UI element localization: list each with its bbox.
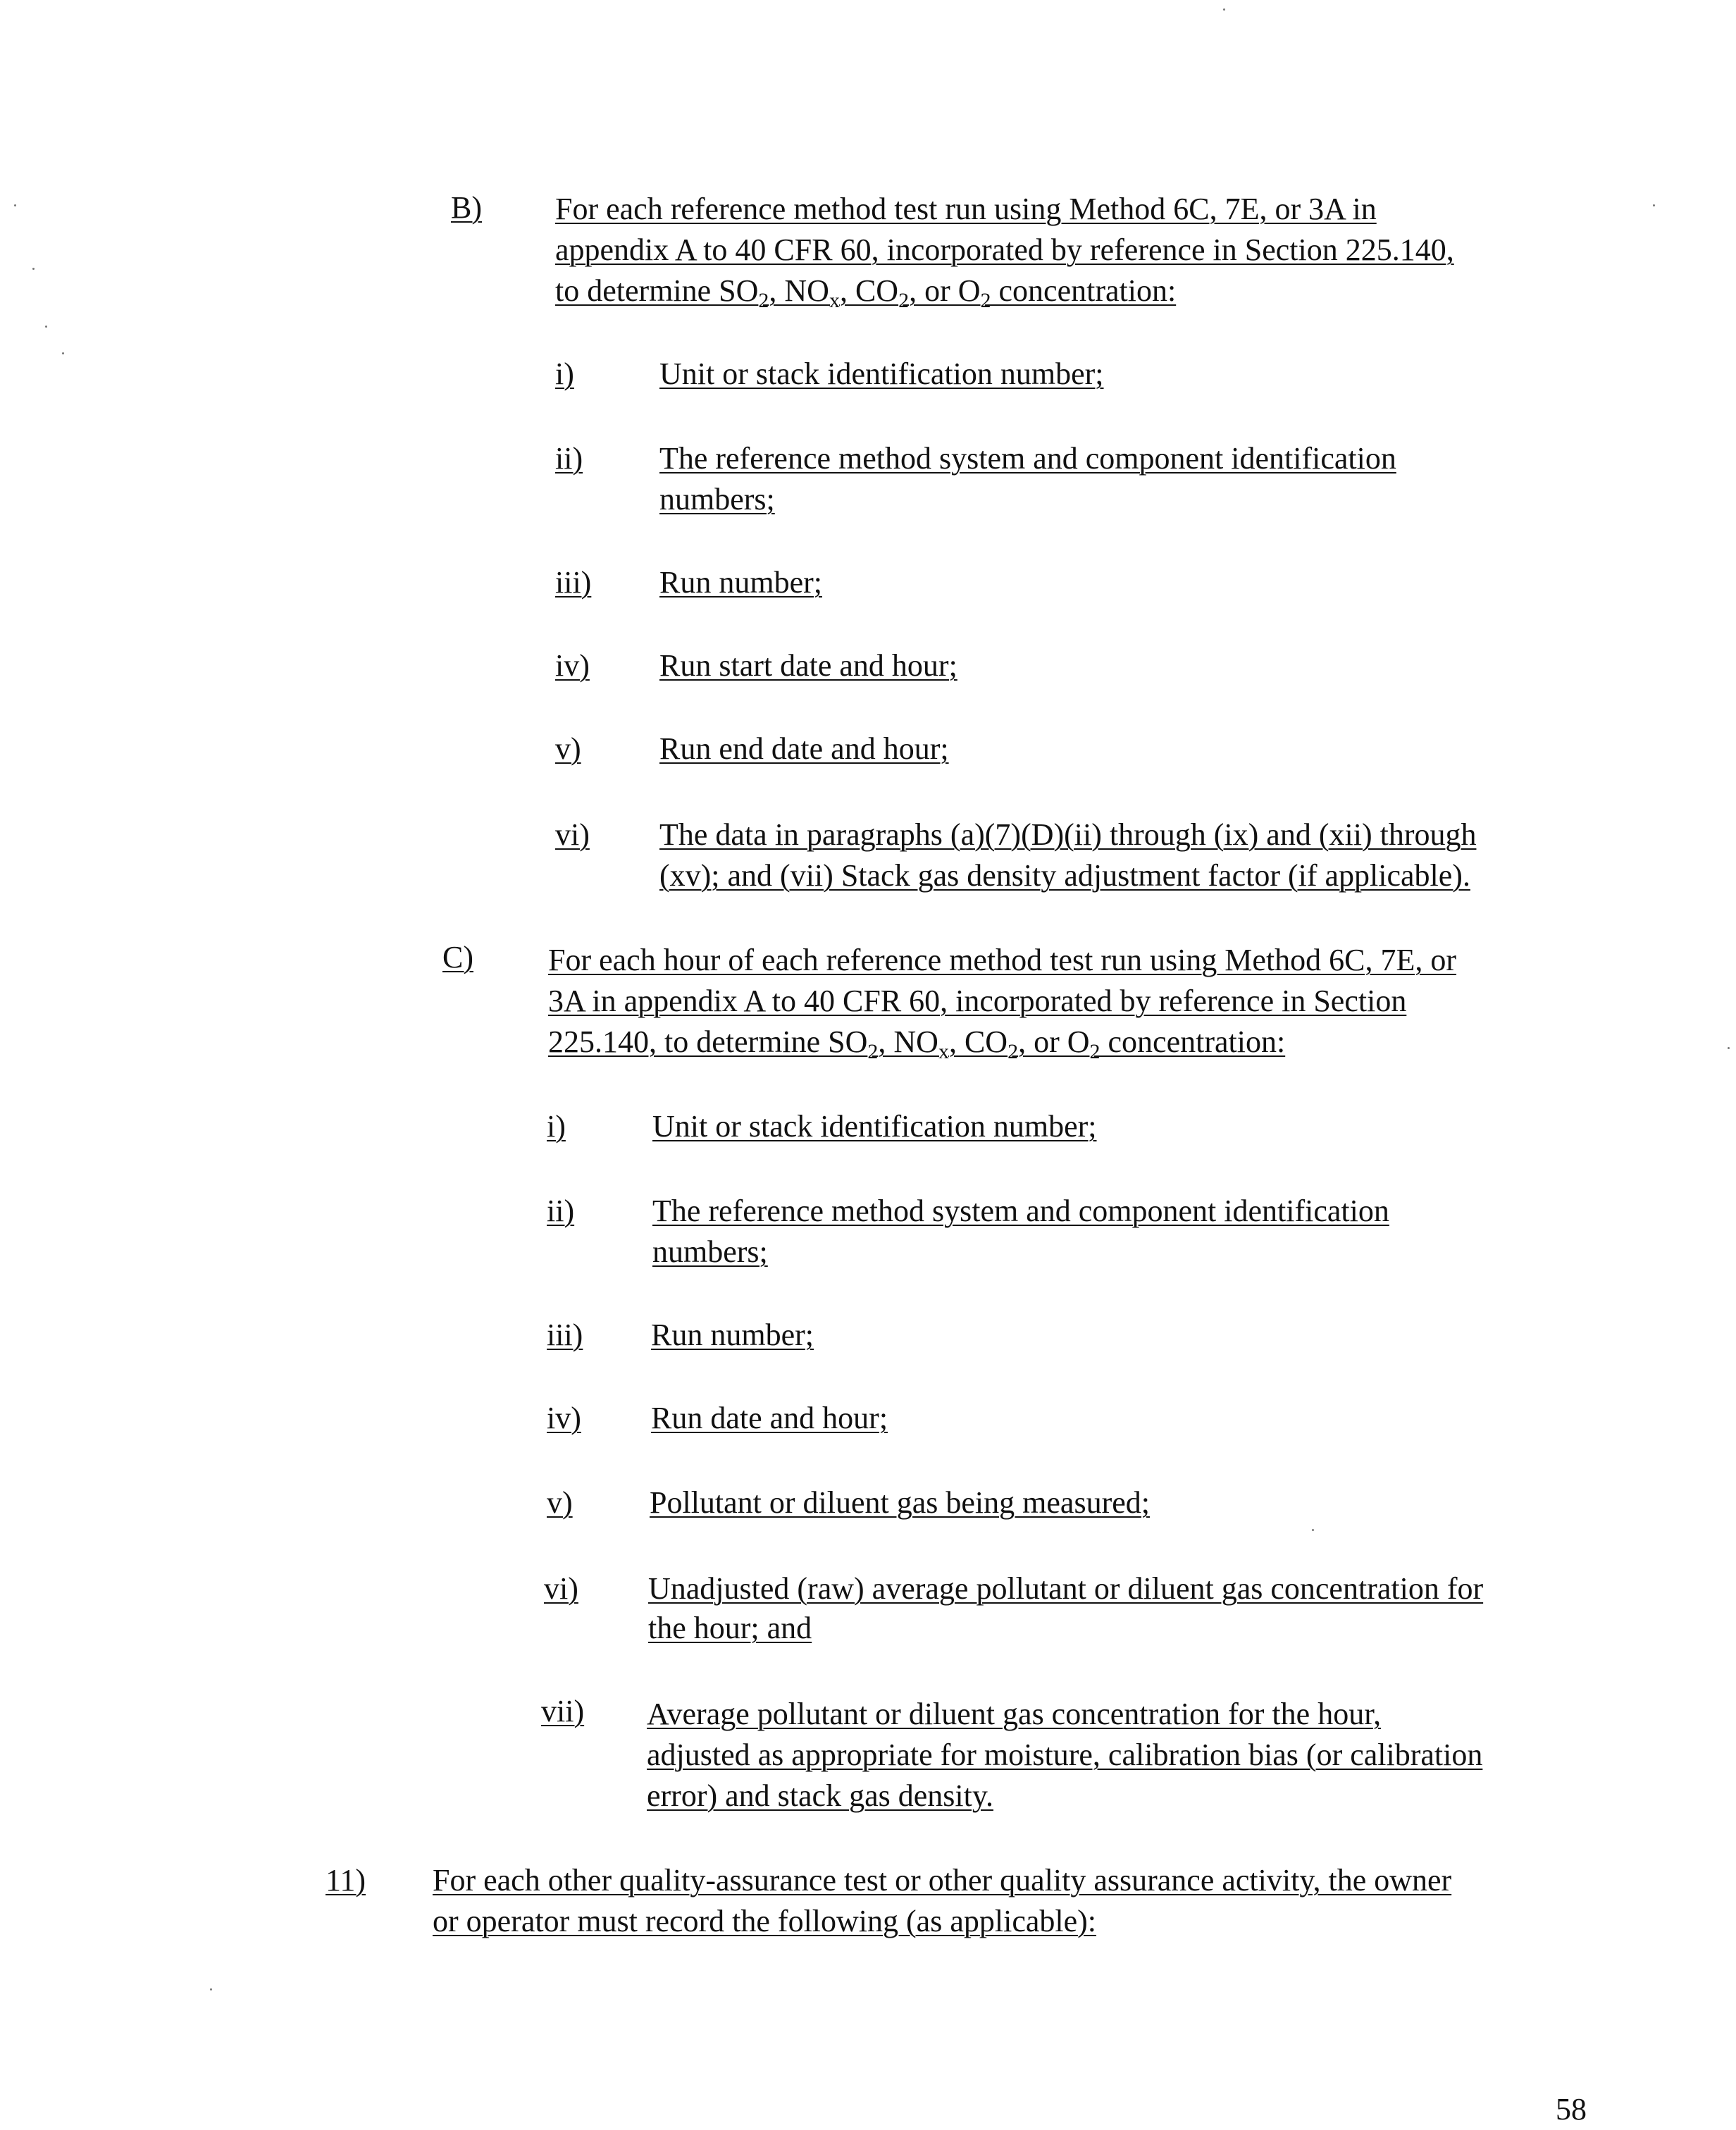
section-c-line-1: For each hour of each reference method test run using Method 6C, 7E, or (548, 943, 1457, 977)
section-c-item-text: Run number; (651, 1318, 814, 1352)
section-b-item-text: The reference method system and component identification (659, 441, 1396, 476)
section-c-item-label: ii) (547, 1194, 575, 1228)
scan-speck (14, 204, 16, 206)
section-b-item-text: Run start date and hour; (659, 648, 957, 683)
section-b-line-2: appendix A to 40 CFR 60, incorporated by reference in Section 225.140, (555, 233, 1454, 267)
section-c-item-label: i) (547, 1109, 566, 1144)
section-11-label: 11) (326, 1863, 366, 1897)
section-c-item-label: vi) (544, 1571, 578, 1606)
section-c-line-2: 3A in appendix A to 40 CFR 60, incorporated by reference in Section (548, 984, 1407, 1018)
section-c-label: C) (442, 940, 473, 974)
section-c-item-text: The reference method system and component identification (652, 1194, 1389, 1228)
section-c-item-text: adjusted as appropriate for moisture, calibration bias (or calibration (647, 1738, 1483, 1772)
section-c-item-text: error) and stack gas density. (647, 1778, 993, 1813)
section-b-item-label: vi) (555, 817, 590, 852)
section-b-item-label: ii) (555, 441, 583, 476)
section-b-line-1: For each reference method test run using Method 6C, 7E, or 3A in (555, 192, 1377, 226)
section-c-item-label: iii) (547, 1318, 583, 1352)
section-b-item-text: numbers; (659, 482, 775, 516)
section-b-item-text: Unit or stack identification number; (659, 357, 1104, 391)
scan-speck (32, 268, 35, 270)
section-c-item-text: numbers; (652, 1234, 768, 1269)
scan-speck (1653, 204, 1655, 206)
section-c-item-text: the hour; and (648, 1611, 812, 1645)
scan-speck (210, 1988, 212, 1990)
scan-speck (1312, 1529, 1314, 1531)
scan-speck (45, 326, 47, 328)
section-b-item-text: The data in paragraphs (a)(7)(D)(ii) through (ix) and (xii) through (659, 817, 1477, 852)
section-b-item-label: i) (555, 357, 574, 391)
section-b-line-3: to determine $SO_2$, $NO_x$, $CO_2$, or $O_2$ concentration: (555, 273, 1177, 312)
scan-speck (1223, 8, 1225, 11)
section-11-line-1: For each other quality-assurance test or other quality assurance activity, the owner (433, 1863, 1452, 1897)
scan-speck (1728, 1047, 1730, 1049)
page-number: 58 (1556, 2092, 1587, 2126)
section-b-item-text: Run end date and hour; (659, 731, 949, 766)
section-b-item-label: iii) (555, 565, 592, 600)
section-c-item-text: Average pollutant or diluent gas concentration for the hour, (647, 1697, 1382, 1731)
section-c-item-text: Run date and hour; (651, 1401, 888, 1435)
section-c-line-3: 225.140, to determine $SO_2$, $NO_x$, $CO_2$, or $O_2$ concentration: (548, 1024, 1286, 1063)
section-c-item-label: v) (547, 1485, 573, 1520)
section-c-item-label: iv) (547, 1401, 581, 1435)
section-b-item-label: v) (555, 731, 581, 766)
scan-speck (62, 352, 64, 354)
section-c-item-text: Pollutant or diluent gas being measured; (650, 1485, 1150, 1520)
section-11-line-2: or operator must record the following (as applicable): (433, 1904, 1097, 1938)
section-c-item-text: Unadjusted (raw) average pollutant or diluent gas concentration for (648, 1571, 1484, 1606)
section-b-label: B) (451, 190, 482, 225)
section-b-item-label: iv) (555, 648, 590, 683)
section-c-item-text: Unit or stack identification number; (652, 1109, 1097, 1144)
section-b-item-text: Run number; (659, 565, 822, 600)
section-c-item-label: vii) (541, 1694, 585, 1728)
section-b-item-text: (xv); and (vii) Stack gas density adjustment factor (if applicable). (659, 858, 1470, 893)
